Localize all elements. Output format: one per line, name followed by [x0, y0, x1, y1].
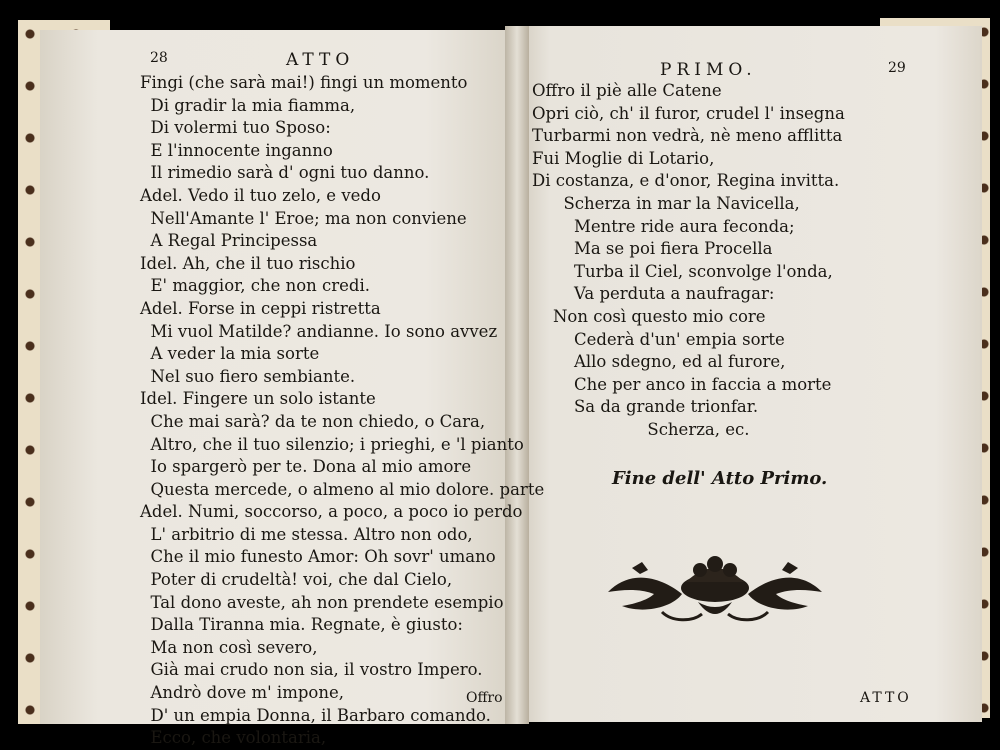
left-line: Io spargerò per te. Dona al mio amore — [140, 457, 472, 477]
left-page-text — [140, 72, 544, 750]
left-catchword: Offro — [466, 690, 503, 706]
right-page-text — [532, 80, 845, 442]
left-line: Adel. Numi, soccorso, a poco, a poco io perdo — [140, 502, 523, 522]
left-line: Mi vuol Matilde? andianne. Io sono avvez — [140, 321, 498, 341]
left-line: D' un empia Donna, il Barbaro comando. — [140, 705, 491, 725]
left-line: L' arbitrio di me stessa. Altro non odo, — [140, 524, 473, 544]
left-line: Che mai sarà? da te non chiedo, o Cara, — [140, 411, 486, 431]
left-line: E' maggior, che non credi. — [140, 276, 370, 296]
ornament-vignette-icon — [602, 548, 828, 628]
right-running-head: PRIMO. — [660, 60, 757, 80]
left-line: Altro, che il tuo silenzio; i prieghi, e 'l pianto — [140, 434, 524, 454]
right-line: Turbarmi non vedrà, nè meno afflitta — [532, 126, 843, 146]
right-line: Opri ciò, ch' il furor, crudel l' insegna — [532, 103, 845, 123]
left-line: Nell'Amante l' Eroe; ma non conviene — [140, 208, 467, 228]
left-line: Dalla Tiranna mia. Regnate, è giusto: — [140, 615, 463, 635]
right-line: Scherza in mar la Navicella, — [532, 193, 800, 213]
right-line: Che per anco in faccia a morte — [532, 374, 832, 394]
right-page-number: 29 — [888, 60, 906, 76]
left-line: Già mai crudo non sia, il vostro Impero. — [140, 660, 483, 680]
right-line: Scherza, ec. — [532, 419, 750, 439]
fine-atto-primo: Fine dell' Atto Primo. — [612, 468, 828, 489]
left-line: Tal dono aveste, ah non prendete esempio — [140, 592, 504, 612]
left-line: Di volermi tuo Sposo: — [140, 118, 331, 138]
left-page-number: 28 — [150, 50, 168, 66]
left-line: Questa mercede, o almeno al mio dolore. parte — [140, 479, 545, 499]
right-catchword: ATTO — [860, 690, 912, 706]
right-line: Mentre ride aura feconda; — [532, 216, 795, 236]
left-line: Ma non così severo, — [140, 637, 318, 657]
left-line: Poter di crudeltà! voi, che dal Cielo, — [140, 570, 453, 590]
left-line: Ecco, che volontaria, — [140, 728, 327, 748]
right-line: Offro il piè alle Catene — [532, 81, 722, 100]
left-line: Andrò dove m' impone, — [140, 683, 344, 703]
right-line: Cederà d'un' empia sorte — [532, 329, 785, 349]
right-line: Ma se poi fiera Procella — [532, 239, 773, 259]
left-line: Nel suo fiero sembiante. — [140, 366, 356, 386]
right-line: Allo sdegno, ed al furore, — [532, 352, 786, 372]
right-line: Fui Moglie di Lotario, — [532, 148, 715, 168]
left-line: Idel. Ah, che il tuo rischio — [140, 253, 356, 273]
right-line: Di costanza, e d'onor, Regina invitta. — [532, 171, 840, 191]
left-line: E l'innocente inganno — [140, 140, 333, 160]
left-line: Che il mio funesto Amor: Oh sovr' umano — [140, 547, 496, 567]
right-line: Turba il Ciel, sconvolge l'onda, — [532, 261, 833, 281]
left-line: Fingi (che sarà mai!) fingi un momento — [140, 73, 468, 92]
left-line: Adel. Forse in ceppi ristretta — [140, 298, 381, 318]
right-line: Sa da grande trionfar. — [532, 397, 759, 417]
left-line: Di gradir la mia fiamma, — [140, 95, 356, 115]
right-line: Va perduta a naufragar: — [532, 284, 775, 304]
left-line: Il rimedio sarà d' ogni tuo danno. — [140, 163, 430, 183]
left-line: A veder la mia sorte — [140, 344, 320, 364]
left-line: Idel. Fingere un solo istante — [140, 389, 376, 409]
right-line: Non così questo mio core — [532, 306, 766, 326]
left-line: Adel. Vedo il tuo zelo, e vedo — [140, 185, 381, 205]
left-running-head: ATTO — [286, 50, 355, 70]
left-line: A Regal Principessa — [140, 231, 318, 251]
